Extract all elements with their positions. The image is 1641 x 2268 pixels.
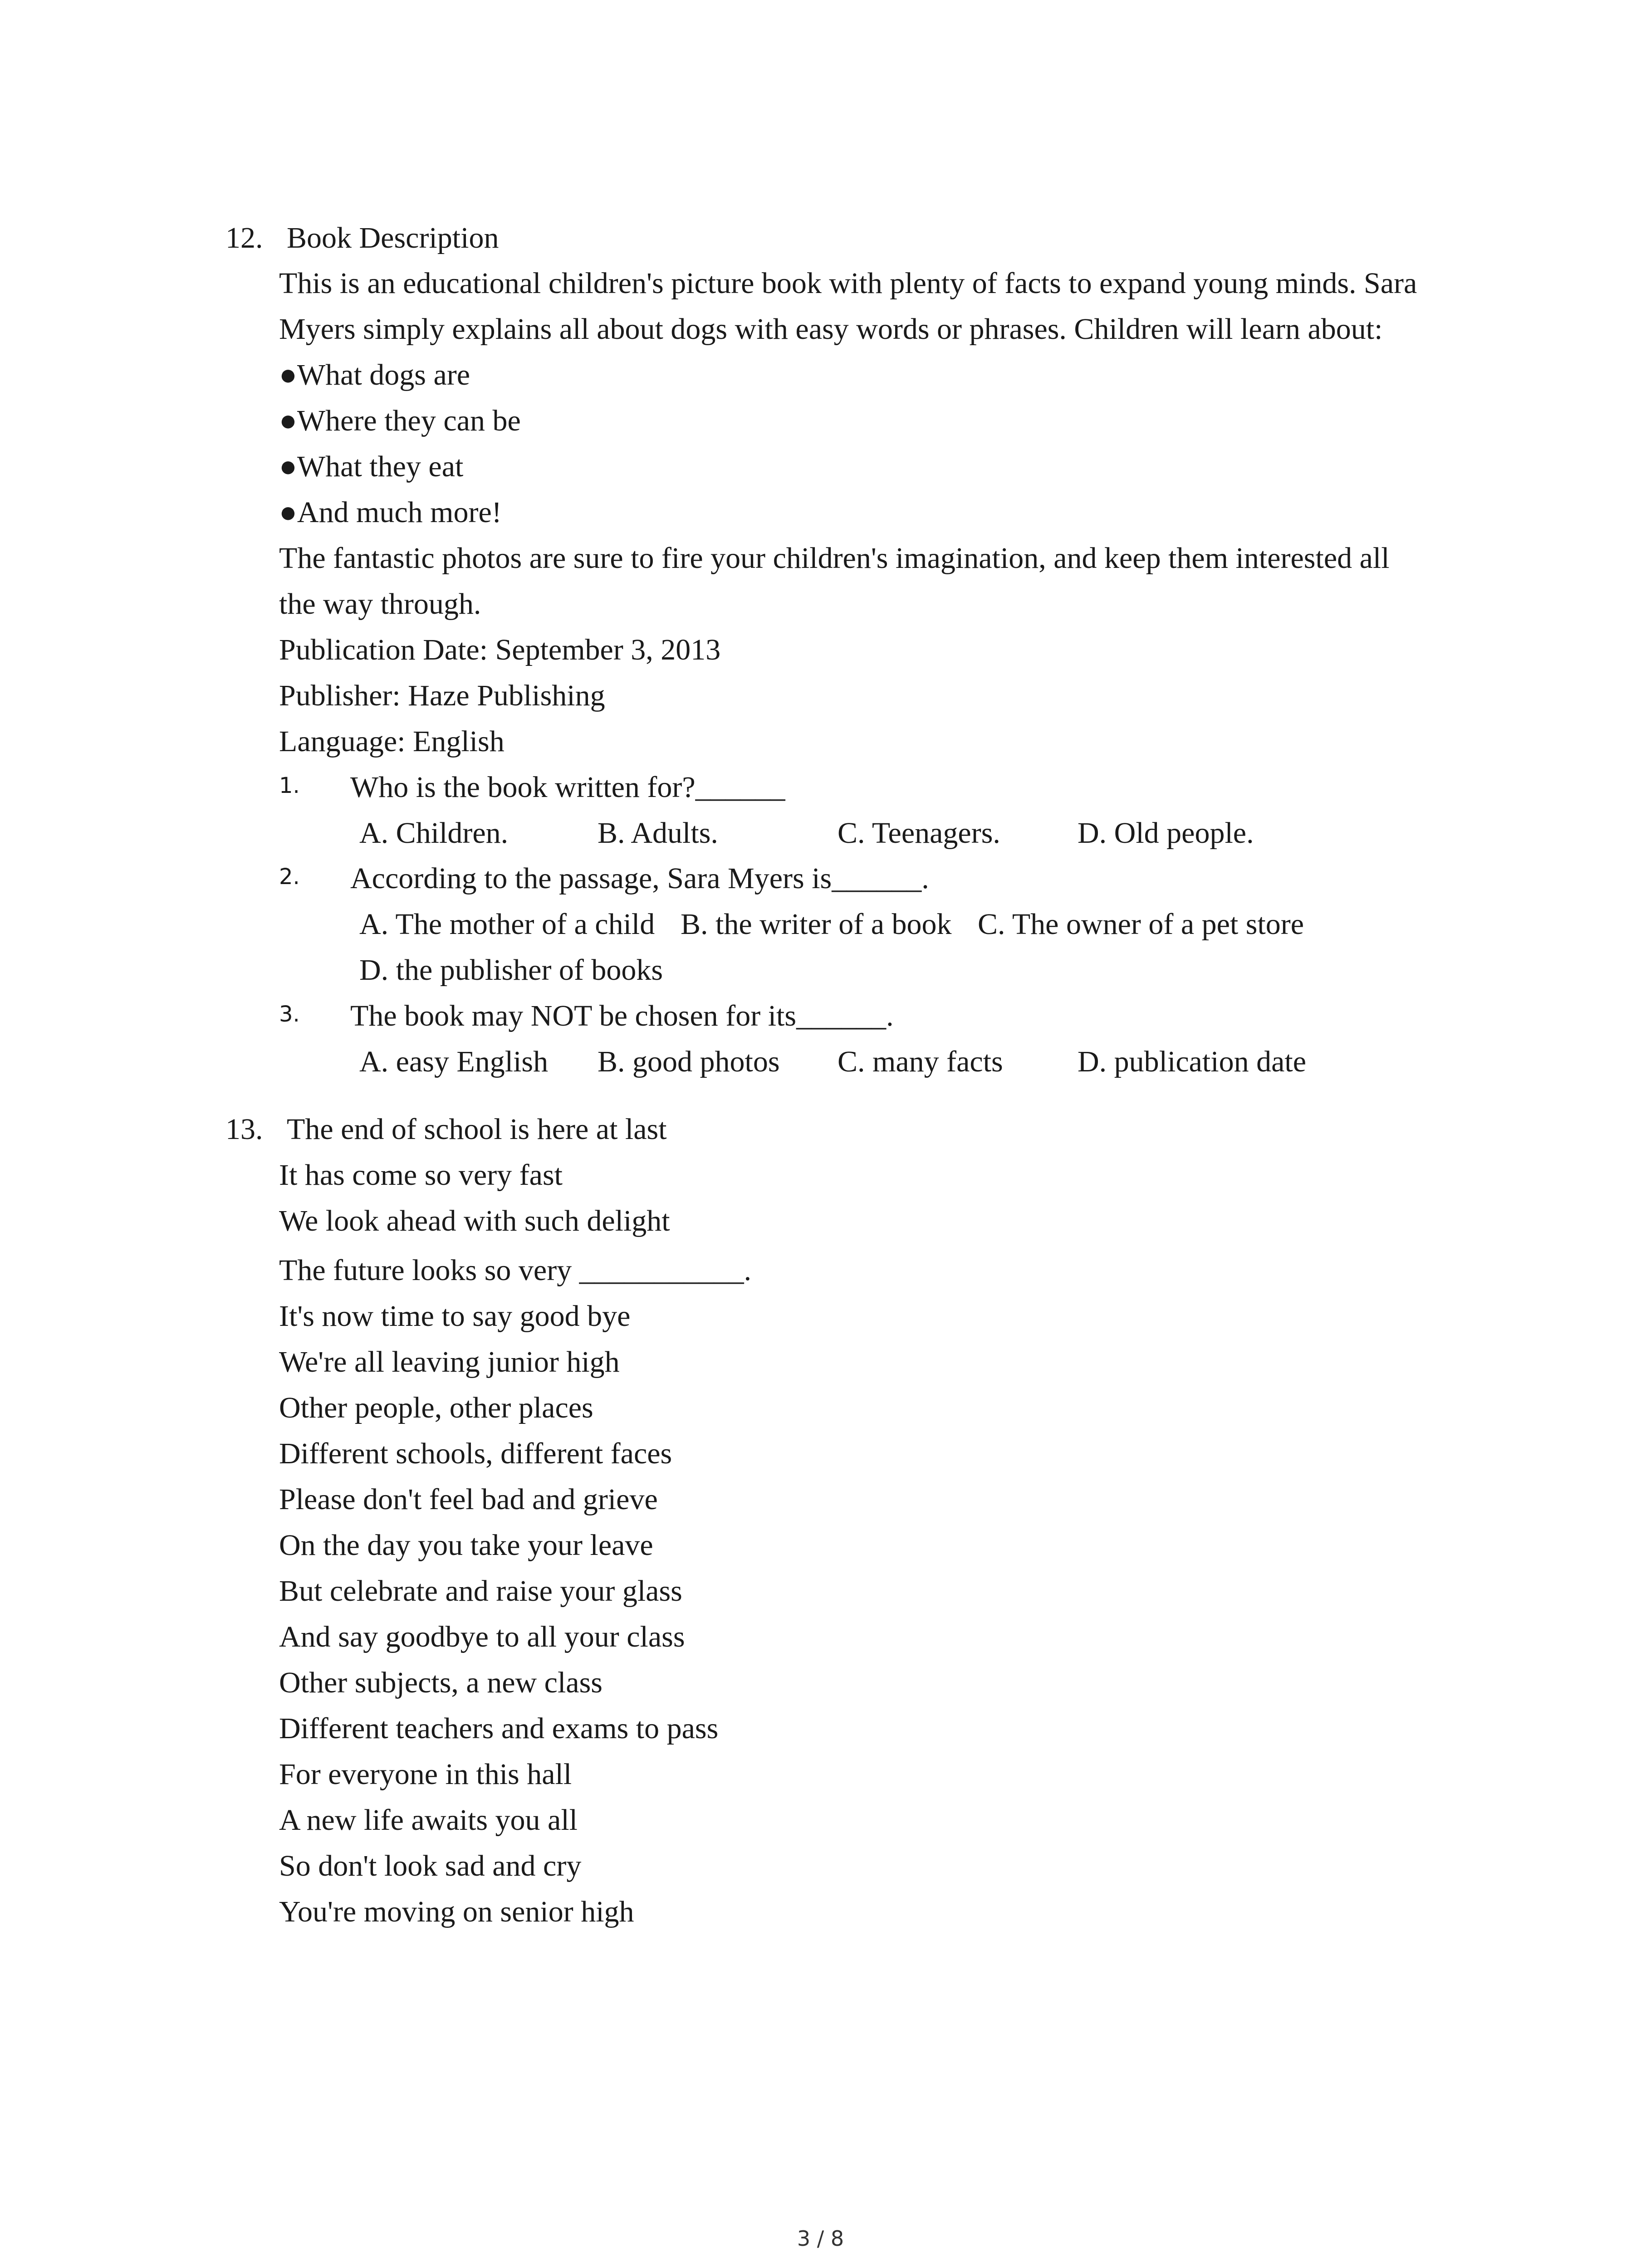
poem-first-line: The end of school is here at last [287,1113,667,1146]
page-number: 3 / 8 [797,2226,844,2251]
option-c: C. many facts [838,1045,1003,1078]
option-b: B. good photos [598,1045,780,1078]
description-line: This is an educational children's picture book with plenty of facts to expand young minds. Sara [279,267,1417,300]
poem-line: We're all leaving junior high [279,1345,620,1378]
poem-line: You're moving on senior high [279,1895,634,1928]
sub-question-text: Who is the book written for?______ [350,771,785,804]
poem-line: So don't look sad and cry [279,1849,582,1882]
poem-line: On the day you take your leave [279,1529,653,1562]
option-a: A. easy English [359,1045,549,1078]
poem-line: Different teachers and exams to pass [279,1712,719,1745]
poem-line: It's now time to say good bye [279,1300,631,1333]
poem-line: Other subjects, a new class [279,1666,603,1699]
question-13-number: 13. [225,1113,263,1146]
option-b: B. the writer of a book [681,908,952,941]
poem-line: Different schools, different faces [279,1437,672,1470]
sub-question-number: 3. [279,1002,300,1027]
publisher: Publisher: Haze Publishing [279,679,605,712]
publication-date: Publication Date: September 3, 2013 [279,633,721,666]
option-d: D. publication date [1078,1045,1307,1078]
closing-line: The fantastic photos are sure to fire your children's imagination, and keep them interested all [279,542,1390,575]
bullet-item: ●What they eat [279,450,464,483]
option-a: A. Children. [359,816,509,850]
question-12-number: 12. [225,221,263,254]
option-c: C. The owner of a pet store [978,908,1304,941]
sub-question-text: According to the passage, Sara Myers is______. [350,862,929,895]
poem-line: And say goodbye to all your class [279,1620,685,1653]
option-a: A. The mother of a child [359,908,655,941]
poem-line: Other people, other places [279,1391,593,1424]
poem-line: For everyone in this hall [279,1758,572,1791]
language: Language: English [279,725,505,758]
poem-line: We look ahead with such delight [279,1204,670,1237]
option-d: D. the publisher of books [359,953,663,987]
option-b: B. Adults. [598,816,718,850]
poem-line: A new life awaits you all [279,1804,578,1837]
closing-line: the way through. [279,587,481,621]
sub-question-number: 2. [279,864,300,890]
sub-question-number: 1. [279,773,300,798]
poem-line: It has come so very fast [279,1158,563,1192]
option-c: C. Teenagers. [838,816,1000,850]
option-d: D. Old people. [1078,816,1254,850]
poem-line: Please don't feel bad and grieve [279,1483,658,1516]
poem-line: But celebrate and raise your glass [279,1574,682,1608]
bullet-item: ●Where they can be [279,404,521,437]
description-line: Myers simply explains all about dogs with easy words or phrases. Children will learn about: [279,313,1383,346]
poem-line: The future looks so very ___________. [279,1254,752,1287]
bullet-item: ●And much more! [279,496,502,529]
bullet-item: ●What dogs are [279,358,470,391]
question-12-heading: Book Description [287,221,499,254]
sub-question-text: The book may NOT be chosen for its______. [350,999,894,1032]
